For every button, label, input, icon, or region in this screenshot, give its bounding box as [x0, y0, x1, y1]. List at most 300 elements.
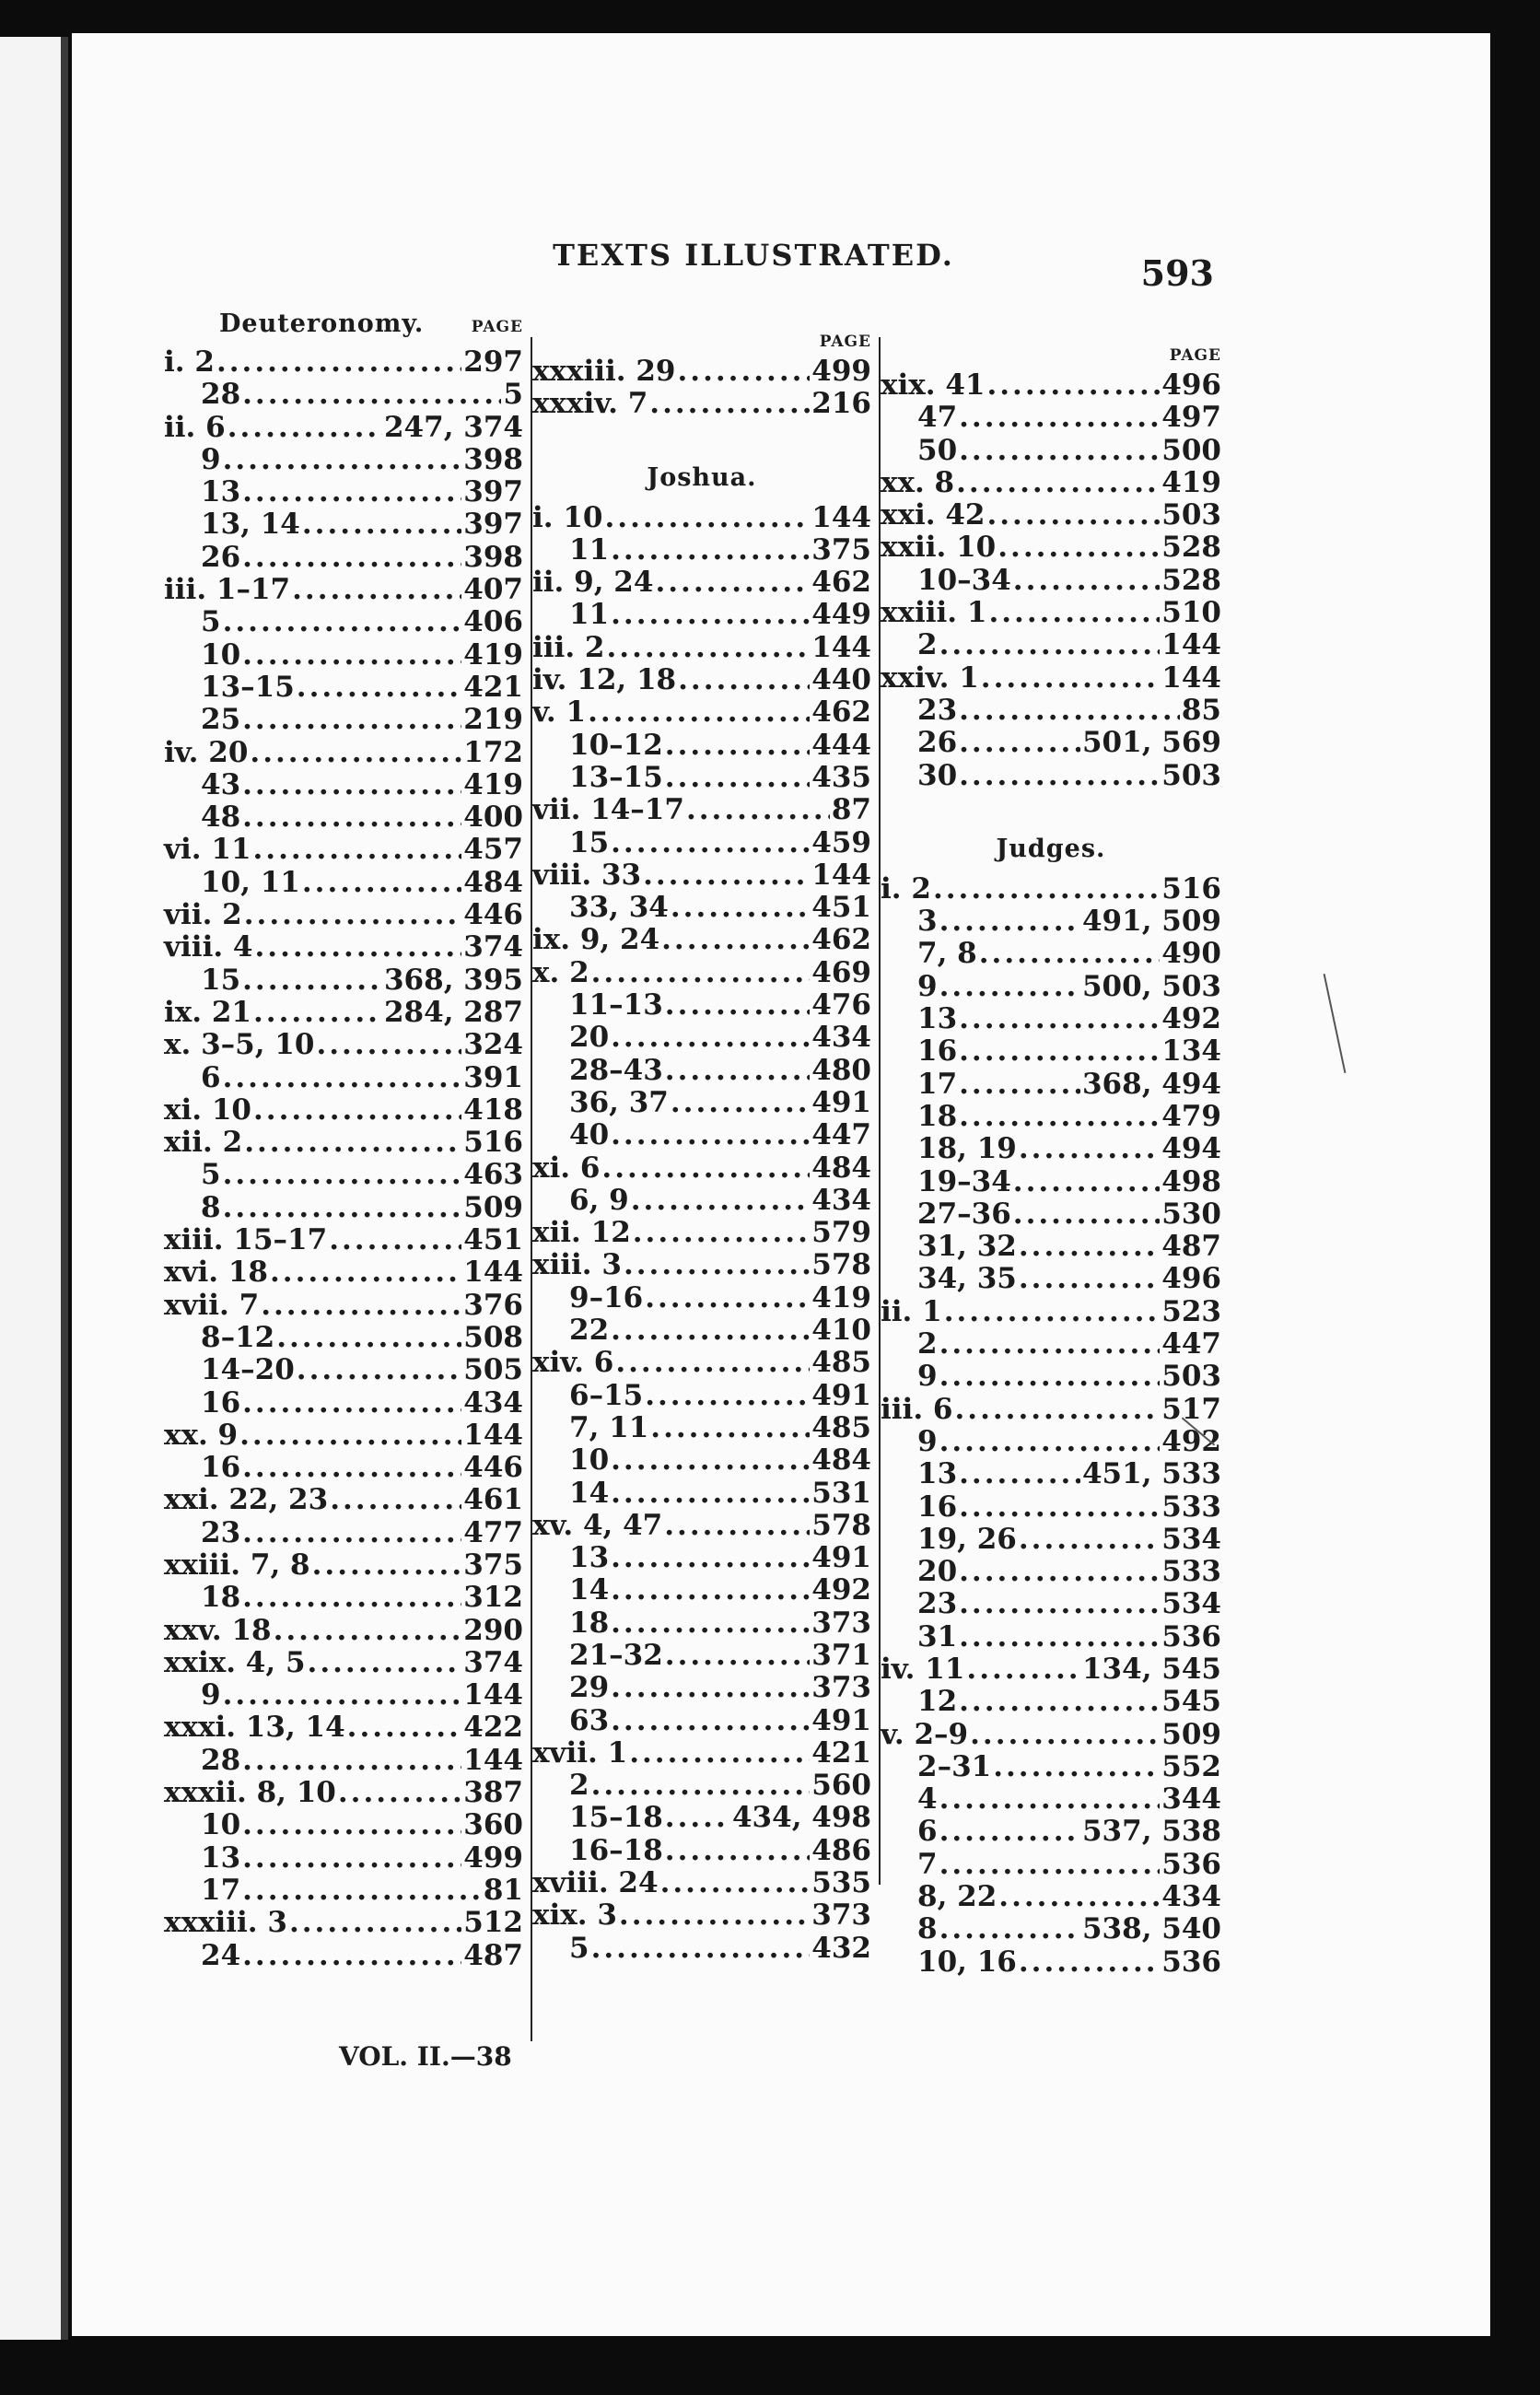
- entry-page-numbers: 397: [463, 475, 523, 509]
- entry-page-numbers: 374: [463, 1645, 523, 1679]
- leader-dots: [1019, 1231, 1160, 1263]
- entry-page-numbers: 451, 533: [1081, 1457, 1221, 1491]
- index-entry: [164, 1159, 523, 1191]
- entry-page-numbers: 344: [1161, 1782, 1221, 1817]
- leader-dots: [665, 1802, 730, 1834]
- entry-reference: 19, 26: [917, 1522, 1017, 1556]
- entry-reference: 15: [569, 825, 610, 859]
- entry-reference: 25: [201, 703, 241, 737]
- index-entry: [164, 1256, 523, 1289]
- leader-dots: [939, 629, 1161, 661]
- leader-dots: [297, 1354, 462, 1386]
- page-label: PAGE: [471, 318, 523, 336]
- index-entry: [532, 1574, 871, 1606]
- entry-reference: vi. 11: [164, 833, 251, 867]
- entry-reference: 28: [201, 1743, 241, 1777]
- entry-reference: 33, 34: [569, 891, 669, 925]
- entry-page-numbers: 477: [463, 1515, 523, 1549]
- entry-page-numbers: 516: [463, 1126, 523, 1160]
- leader-dots: [959, 1101, 1160, 1133]
- leader-dots: [242, 1387, 461, 1419]
- leader-dots: [1019, 1133, 1160, 1165]
- leader-dots: [615, 1347, 810, 1379]
- entry-reference: xvii. 1: [532, 1735, 628, 1770]
- leader-dots: [611, 1444, 810, 1477]
- entry-page-numbers: 523: [1161, 1294, 1221, 1328]
- entry-page-numbers: 144: [463, 1678, 523, 1712]
- entry-reference: 17: [201, 1873, 241, 1907]
- leader-dots: [611, 1478, 810, 1510]
- index-entry: [881, 1198, 1221, 1231]
- entry-page-numbers: 144: [1161, 660, 1221, 695]
- index-entry: [164, 1940, 523, 1972]
- leader-dots: [979, 938, 1161, 970]
- leader-dots: [664, 1510, 810, 1542]
- entry-page-numbers: 497: [1161, 401, 1221, 435]
- entry-reference: 2: [917, 628, 938, 662]
- index-entry: [881, 1296, 1221, 1328]
- book-gutter: [61, 37, 68, 2340]
- leader-dots: [223, 444, 462, 476]
- leader-dots: [223, 1679, 462, 1712]
- index-entry: [532, 1217, 871, 1249]
- leader-dots: [986, 499, 1160, 532]
- index-entry: [881, 435, 1221, 467]
- entry-page-numbers: 398: [463, 442, 523, 476]
- entry-page-numbers: 371: [811, 1638, 871, 1672]
- index-entry: [881, 1556, 1221, 1588]
- leader-dots: [959, 1556, 1160, 1588]
- entry-page-numbers: 516: [1161, 871, 1221, 905]
- leader-dots: [939, 1361, 1161, 1393]
- entry-page-numbers: 579: [811, 1216, 871, 1250]
- entry-page-numbers: 517: [1161, 1392, 1221, 1426]
- index-entry: [532, 567, 871, 599]
- entry-reference: ix. 9, 24: [532, 923, 660, 957]
- index-entry: [881, 1524, 1221, 1556]
- leader-dots: [611, 1672, 810, 1704]
- entry-reference: 9: [201, 442, 221, 476]
- leader-dots: [643, 859, 810, 892]
- entry-reference: 13: [201, 475, 241, 509]
- entry-page-numbers: 462: [811, 923, 871, 957]
- leader-dots: [959, 1491, 1160, 1524]
- entry-reference: xiv. 6: [532, 1346, 614, 1380]
- leader-dots: [216, 346, 461, 379]
- entry-reference: 31: [917, 1619, 958, 1653]
- leader-dots: [959, 1458, 1080, 1490]
- entry-page-numbers: 578: [811, 1508, 871, 1542]
- entry-page-numbers: 503: [1161, 498, 1221, 532]
- leader-dots: [242, 1842, 461, 1875]
- entry-page-numbers: 534: [1161, 1522, 1221, 1556]
- leader-dots: [330, 1484, 461, 1516]
- entry-page-numbers: 552: [1161, 1749, 1221, 1783]
- index-entry: [532, 892, 871, 924]
- entry-reference: viii. 4: [164, 930, 253, 964]
- leader-dots: [242, 801, 461, 834]
- leader-dots: [956, 467, 1160, 499]
- index-entry: [881, 1394, 1221, 1426]
- index-entry: [881, 1913, 1221, 1945]
- entry-reference: 47: [917, 401, 958, 435]
- leader-dots: [1013, 1198, 1161, 1231]
- index-entry: [164, 346, 523, 379]
- entry-reference: 8, 22: [917, 1880, 998, 1914]
- entry-page-numbers: 134, 545: [1081, 1652, 1221, 1686]
- entry-page-numbers: 535: [811, 1866, 871, 1900]
- index-entry: [532, 502, 871, 534]
- index-entry: [532, 632, 871, 664]
- entry-page-numbers: 501, 569: [1081, 726, 1221, 760]
- index-entry: [532, 1087, 871, 1119]
- entry-page-numbers: 247, 374: [383, 410, 523, 444]
- entry-page-numbers: 297: [463, 345, 523, 379]
- index-entry: [164, 444, 523, 476]
- entry-reference: 18: [569, 1606, 610, 1640]
- leader-dots: [686, 794, 830, 826]
- entry-page-numbers: 421: [463, 670, 523, 704]
- index-entry: [164, 379, 523, 411]
- leader-dots: [645, 1282, 810, 1314]
- entry-page-numbers: 492: [811, 1573, 871, 1607]
- entry-page-numbers: 144: [463, 1256, 523, 1290]
- entry-reference: xxi. 42: [881, 498, 986, 532]
- entry-reference: 5: [201, 605, 221, 639]
- entry-page-numbers: 446: [463, 1451, 523, 1485]
- facing-page-edge: [0, 37, 61, 2340]
- entry-reference: 16–18: [569, 1833, 663, 1867]
- index-entry: [164, 1582, 523, 1614]
- entry-page-numbers: 508: [463, 1320, 523, 1354]
- index-entry: [532, 1152, 871, 1185]
- entry-reference: 6–15: [569, 1378, 644, 1412]
- index-entry: [881, 1361, 1221, 1393]
- leader-dots: [631, 1185, 811, 1217]
- index-entry: [881, 1231, 1221, 1263]
- index-entry: [532, 827, 871, 859]
- leader-dots: [966, 1653, 1080, 1686]
- entry-page-numbers: 462: [811, 695, 871, 730]
- entry-page-numbers: 451: [463, 1223, 523, 1257]
- index-entry: [164, 1062, 523, 1094]
- entry-reference: 13, 14: [201, 508, 300, 542]
- leader-dots: [939, 1816, 1080, 1848]
- entry-page-numbers: 422: [463, 1711, 523, 1745]
- signature-mark: VOL. II.—38: [339, 2041, 512, 2072]
- index-entry: [881, 467, 1221, 499]
- entry-page-numbers: 172: [463, 735, 523, 769]
- leader-dots: [959, 1069, 1080, 1101]
- entry-reference: 6: [201, 1060, 221, 1094]
- entry-reference: 4: [917, 1782, 938, 1817]
- leader-dots: [665, 989, 811, 1022]
- index-entry: [881, 1783, 1221, 1816]
- entry-reference: 19–34: [917, 1164, 1011, 1198]
- entry-reference: iii. 1–17: [164, 573, 291, 607]
- entry-reference: 22: [569, 1314, 610, 1348]
- leader-dots: [244, 899, 462, 931]
- entry-page-numbers: 496: [1161, 368, 1221, 402]
- index-entry: [881, 499, 1221, 532]
- leader-dots: [671, 1087, 810, 1119]
- entry-reference: 18, 19: [917, 1132, 1017, 1166]
- leader-dots: [242, 704, 461, 736]
- leader-dots: [242, 964, 382, 997]
- entry-page-numbers: 435: [811, 760, 871, 794]
- entry-page-numbers: 434: [811, 1183, 871, 1217]
- leader-dots: [959, 435, 1160, 467]
- index-entry: [532, 1899, 871, 1932]
- entry-page-numbers: 81: [483, 1873, 523, 1907]
- leader-dots: [308, 1647, 462, 1679]
- entry-list: [532, 502, 871, 1965]
- index-entry: [164, 639, 523, 672]
- leader-dots: [959, 1588, 1160, 1620]
- entry-reference: 40: [569, 1118, 610, 1152]
- entry-page-numbers: 406: [463, 605, 523, 639]
- spacer: [532, 421, 871, 453]
- entry-reference: x. 2: [532, 955, 589, 989]
- leader-dots: [665, 1640, 811, 1672]
- entry-page-numbers: 509: [1161, 1717, 1221, 1751]
- entry-page-numbers: 447: [811, 1118, 871, 1152]
- entry-reference: 10, 11: [201, 865, 300, 899]
- leader-dots: [970, 1719, 1160, 1751]
- leader-dots: [242, 1745, 461, 1777]
- entry-reference: 14: [569, 1573, 610, 1607]
- entry-reference: xiii. 15–17: [164, 1223, 328, 1257]
- leader-dots: [611, 1607, 810, 1640]
- entry-reference: 13–15: [201, 670, 295, 704]
- entry-reference: iv. 11: [881, 1652, 965, 1686]
- index-entry: [532, 696, 871, 729]
- index-entry: [164, 1290, 523, 1322]
- entry-page-numbers: 360: [463, 1808, 523, 1842]
- index-entry: [532, 1640, 871, 1672]
- leader-dots: [1019, 1946, 1160, 1979]
- entry-reference: 9–16: [569, 1280, 644, 1314]
- leader-dots: [302, 508, 461, 541]
- entry-page-numbers: 491, 509: [1081, 905, 1221, 939]
- index-entry: [164, 801, 523, 834]
- entry-reference: 28: [201, 378, 241, 412]
- entry-page-numbers: 312: [463, 1581, 523, 1615]
- entry-reference: xxix. 4, 5: [164, 1645, 306, 1679]
- entry-reference: 63: [569, 1703, 610, 1737]
- leader-dots: [297, 672, 462, 704]
- entry-reference: xxiii. 1: [881, 596, 987, 630]
- entry-reference: ii. 1: [881, 1294, 942, 1328]
- entry-reference: 31, 32: [917, 1230, 1017, 1264]
- index-entry: [532, 1314, 871, 1347]
- leader-dots: [959, 727, 1080, 759]
- entry-reference: 13–15: [569, 760, 663, 794]
- index-entry: [164, 1809, 523, 1841]
- entry-reference: 2: [917, 1327, 938, 1361]
- entry-page-numbers: 469: [811, 955, 871, 989]
- leader-dots: [1019, 1263, 1160, 1295]
- index-entry: [532, 1249, 871, 1281]
- running-head-text: TEXTS ILLUSTRATED.: [553, 238, 954, 273]
- leader-dots: [678, 664, 810, 696]
- index-entry: [532, 859, 871, 892]
- index-entry: [532, 664, 871, 696]
- entry-reference: 16: [201, 1385, 241, 1419]
- leader-dots: [347, 1712, 462, 1744]
- book-heading-deuteronomy: Deuteronomy.: [219, 310, 425, 338]
- leader-dots: [624, 1249, 810, 1281]
- leader-dots: [242, 476, 461, 508]
- entry-page-numbers: 485: [811, 1410, 871, 1444]
- leader-dots: [611, 1314, 810, 1347]
- entry-page-numbers: 434: [811, 1021, 871, 1055]
- index-entry: [164, 1452, 523, 1484]
- leader-dots: [665, 730, 811, 762]
- running-head: [72, 238, 1490, 273]
- leader-dots: [1019, 1524, 1160, 1556]
- leader-dots: [998, 532, 1160, 564]
- leader-dots: [611, 1119, 810, 1151]
- entry-reference: 30: [917, 758, 958, 792]
- entry-reference: 16: [917, 1490, 958, 1524]
- index-entry: [164, 1419, 523, 1452]
- entry-reference: xv. 4, 47: [532, 1508, 663, 1542]
- index-entry: [881, 760, 1221, 792]
- index-entry: [532, 1185, 871, 1217]
- entry-reference: 12: [917, 1685, 958, 1719]
- leader-dots: [242, 1809, 461, 1841]
- index-entry: [881, 727, 1221, 759]
- entry-reference: 13: [569, 1541, 610, 1575]
- leader-dots: [959, 402, 1160, 434]
- entry-reference: 16: [201, 1451, 241, 1485]
- entry-reference: xi. 6: [532, 1151, 601, 1185]
- entry-reference: 9: [917, 969, 938, 1003]
- entry-reference: 2: [569, 1769, 589, 1803]
- entry-reference: i. 2: [881, 871, 931, 905]
- index-entry: [164, 1192, 523, 1224]
- index-entry: [532, 989, 871, 1022]
- index-column-1: [164, 310, 523, 1972]
- index-entry: [881, 938, 1221, 970]
- index-entry: [881, 1491, 1221, 1524]
- index-entry: [881, 1686, 1221, 1718]
- entry-page-numbers: 87: [831, 793, 871, 827]
- leader-dots: [605, 502, 811, 534]
- entry-page-numbers: 461: [463, 1483, 523, 1517]
- leader-dots: [1013, 565, 1161, 597]
- entry-reference: xxi. 22, 23: [164, 1483, 329, 1517]
- index-entry: [164, 542, 523, 574]
- entry-reference: v. 1: [532, 695, 587, 730]
- index-entry: [532, 388, 871, 420]
- index-entry: [532, 1867, 871, 1899]
- index-entry: [164, 931, 523, 964]
- entry-page-numbers: 144: [811, 500, 871, 534]
- index-entry: [164, 606, 523, 638]
- index-entry: [532, 1282, 871, 1314]
- leader-dots: [261, 1290, 461, 1322]
- entry-reference: 27–36: [917, 1197, 1011, 1231]
- leader-dots: [660, 1867, 811, 1899]
- index-entry: [164, 1615, 523, 1647]
- entry-reference: 21–32: [569, 1638, 663, 1672]
- entry-page-numbers: 500, 503: [1081, 969, 1221, 1003]
- entry-reference: xx. 8: [881, 465, 955, 499]
- leader-dots: [939, 1328, 1161, 1361]
- entry-page-numbers: 444: [811, 728, 871, 762]
- entry-reference: 5: [569, 1931, 589, 1965]
- leader-dots: [650, 1412, 810, 1444]
- entry-reference: xvi. 18: [164, 1256, 268, 1290]
- entry-page-numbers: 503: [1161, 1360, 1221, 1394]
- entry-reference: 10–34: [917, 563, 1011, 597]
- entry-page-numbers: 375: [463, 1548, 523, 1582]
- entry-reference: 7: [917, 1847, 938, 1881]
- index-entry: [164, 769, 523, 801]
- index-entry: [164, 1647, 523, 1679]
- leader-dots: [242, 542, 461, 574]
- index-entry: [881, 1621, 1221, 1653]
- entry-page-numbers: 476: [811, 988, 871, 1022]
- entry-page-numbers: 491: [811, 1703, 871, 1737]
- entry-reference: 15–18: [569, 1801, 663, 1835]
- entry-page-numbers: 492: [1161, 1424, 1221, 1458]
- leader-dots: [253, 834, 462, 866]
- entry-page-numbers: 500: [1161, 433, 1221, 467]
- index-entry: [164, 964, 523, 997]
- leader-dots: [253, 1094, 461, 1127]
- entry-reference: 14: [569, 1476, 610, 1510]
- leader-dots: [270, 1256, 461, 1289]
- index-entry: [532, 1380, 871, 1412]
- entry-page-numbers: 578: [811, 1248, 871, 1282]
- leader-dots: [250, 737, 461, 769]
- entry-reference: xvii. 7: [164, 1288, 260, 1322]
- leader-dots: [611, 534, 810, 567]
- leader-dots: [242, 639, 461, 672]
- index-entry: [164, 997, 523, 1029]
- leader-dots: [255, 931, 462, 964]
- index-entry: [532, 1444, 871, 1477]
- entry-page-numbers: 400: [463, 800, 523, 835]
- index-entry: [532, 1933, 871, 1965]
- entry-reference: 9: [201, 1678, 221, 1712]
- index-entry: [881, 662, 1221, 695]
- entry-reference: xxxiii. 3: [164, 1906, 287, 1940]
- entry-page-numbers: 484: [811, 1151, 871, 1185]
- leader-dots: [289, 1907, 461, 1939]
- leader-dots: [665, 1055, 811, 1087]
- entry-page-numbers: 459: [811, 825, 871, 859]
- entry-reference: 8–12: [201, 1320, 275, 1354]
- leader-dots: [228, 412, 382, 444]
- index-entry: [881, 1719, 1221, 1751]
- entry-reference: 10: [201, 637, 241, 672]
- index-entry: [164, 1745, 523, 1777]
- leader-dots: [649, 388, 810, 420]
- entry-page-numbers: 536: [1161, 1847, 1221, 1881]
- entry-reference: 6, 9: [569, 1183, 629, 1217]
- leader-dots: [645, 1380, 810, 1412]
- index-entry: [164, 1387, 523, 1419]
- book-page: [72, 33, 1490, 2336]
- index-entry: [881, 971, 1221, 1003]
- entry-reference: 13: [917, 1002, 958, 1036]
- entry-page-numbers: 397: [463, 508, 523, 542]
- entry-page-numbers: 533: [1161, 1490, 1221, 1524]
